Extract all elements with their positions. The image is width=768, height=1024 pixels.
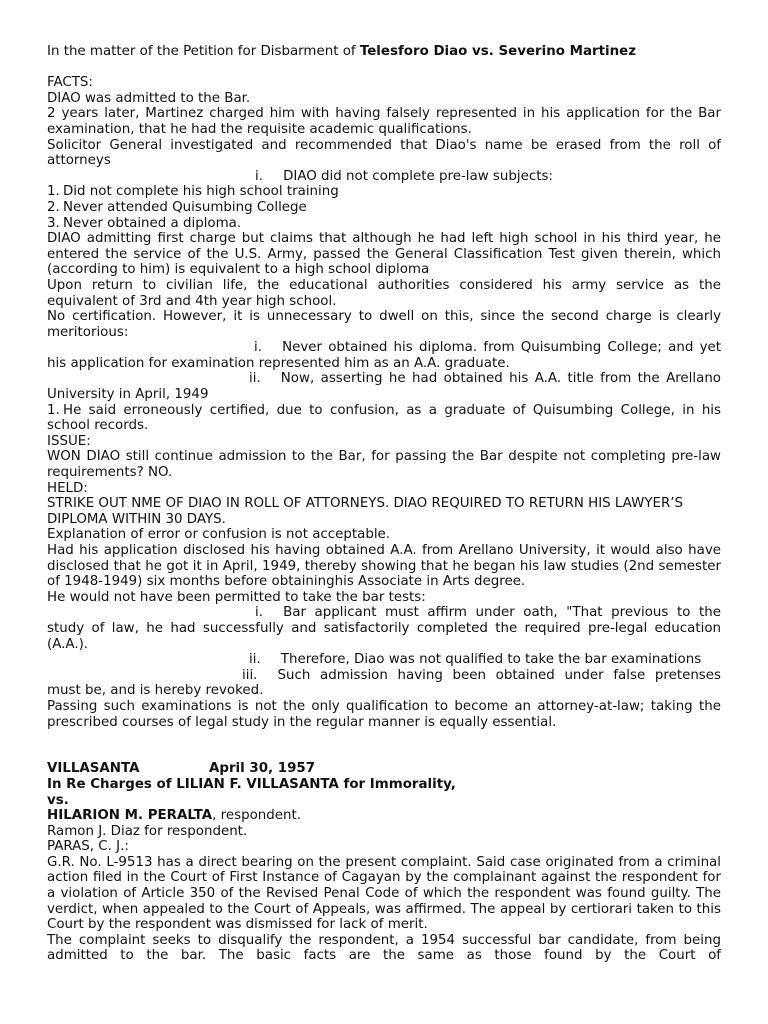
list-item: 1. Did not complete his high school training	[47, 184, 339, 200]
case2-title-line	[47, 761, 721, 777]
facts-p1: DIAO was admitted to the Bar.	[47, 90, 251, 106]
document-title	[47, 44, 721, 60]
case2-date: April 30, 1957	[209, 761, 316, 777]
case2-respondent: HILARION M. PERALTA, respondent.	[47, 808, 301, 824]
case2-line3: vs.	[47, 792, 69, 808]
facts-list	[47, 184, 721, 231]
held-p3: Had his application disclosed his having obtained A.A. from Arellano University, it would also have disclosed that he got it in April, 1949, thereby showing that he began his law studies (2nd semester of 1948-1949) six months before obtaininghis Associate in Arts degree.	[47, 543, 721, 590]
facts-p5: Upon return to civilian life, the educational authorities considered his army service as the equivalent of 3rd and 4th year high school.	[47, 277, 721, 309]
title-prefix: In the matter of the Petition for Disbarment of	[47, 44, 360, 59]
facts-p2: 2 years later, Martinez charged him with having falsely represented in his application for the Bar examination, that he had the requisite academic qualifications.	[47, 106, 721, 137]
facts-roman-1: i. DIAO did not complete pre-law subjects:	[255, 168, 553, 184]
case2-name: VILLASANTA	[47, 761, 140, 777]
list-item: 2. Never attended Quisumbing College	[47, 199, 307, 215]
held-roman-2: ii. Therefore, Diao was not qualified to take the bar examinations	[249, 652, 702, 668]
case2-p1: G.R. No. L-9513 has a direct bearing on the present complaint. Said case originated from a criminal action filed in the Court of First Instance of Cagayan by the complainant against the respondent for a violation of Article 350 of the Revised Penal Code of which the respondent was found guilty. The verdict, when appealed to the Court of Appeals, was affirmed. The appeal by certiorari taken to this Court by the respondent was dismissed for lack of merit.	[47, 854, 721, 933]
case2-header	[47, 761, 721, 823]
facts-p3: Solicitor General investigated and recommended that Diao's name be erased from the roll of attorneys	[47, 137, 721, 169]
held-roman-3: iii. Such admission having been obtained under false pretenses must be, and is hereby revoked.	[47, 667, 721, 699]
facts-roman-3: ii. Now, asserting he had obtained his A.A. title from the Arellano University in April, 1949	[47, 371, 721, 403]
facts-roman-2: i. Never obtained his diploma. from Quisumbing College; and yet his application for examination represented him as an A.A. graduate.	[47, 340, 721, 371]
list-item: 3. Never obtained a diploma.	[47, 215, 242, 231]
case2-counsel: Ramon J. Diaz for respondent.	[47, 823, 248, 839]
held-roman-1: i. Bar applicant must affirm under oath, "That previous to the study of law, he had successfully and satisfactorily completed the required pre-legal education (A.A.).	[47, 605, 721, 652]
facts-list-2: 1. He said erroneously certified, due to confusion, as a graduate of Quisumbing College, in his school records.	[47, 402, 721, 434]
held-p4: He would not have been permitted to take the bar tests:	[47, 589, 426, 605]
case-name: Telesforo Diao vs. Severino Martinez	[359, 44, 636, 59]
issue-text: WON DIAO still continue admission to the Bar, for passing the Bar despite not completing pre-law requirements? NO.	[47, 449, 721, 481]
issue-heading: ISSUE:	[47, 433, 91, 449]
held-heading: HELD:	[47, 480, 88, 496]
held-p5: Passing such examinations is not the only qualification to become an attorney-at-law; taking the prescribed courses of legal study in the regular manner is equally essential.	[47, 698, 721, 730]
section-spacer	[47, 730, 721, 761]
held-p1: STRIKE OUT NME OF DIAO IN ROLL OF ATTORNEYS. DIAO REQUIRED TO RETURN HIS LAWYER’S DIPLOMA WITHIN 30 DAYS.	[47, 496, 684, 527]
case2-p2: The complaint seeks to disqualify the respondent, a 1954 successful bar candidate, from being admitted to the bar. The basic facts are the same as those found by the Court of	[47, 932, 721, 964]
facts-p4: DIAO admitting first charge but claims that although he had left high school in his third year, he entered the service of the U.S. Army, passed the General Classification Test given therein, which (according to him) is equivalent to a high school diploma	[47, 231, 721, 278]
held-p2: Explanation of error or confusion is not acceptable.	[47, 527, 391, 543]
case2-line2: In Re Charges of LILIAN F. VILLASANTA for Immorality,	[47, 776, 456, 792]
facts-p6: No certification. However, it is unnecessary to dwell on this, since the second charge is clearly meritorious:	[47, 309, 721, 340]
case2-judge: PARAS, C. J.:	[47, 839, 129, 855]
document-page	[47, 44, 721, 964]
facts-heading: FACTS:	[47, 75, 93, 91]
